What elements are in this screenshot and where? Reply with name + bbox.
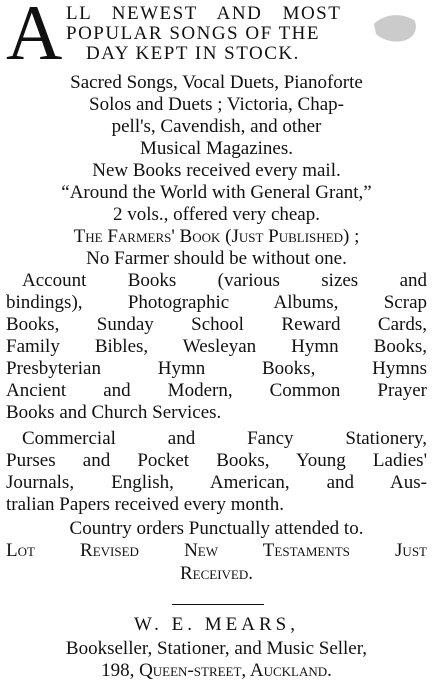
header-line-3: DAY KEPT IN STOCK. <box>86 43 300 64</box>
body-line-13: Family Bibles, Wesleyan Hymn Books, <box>6 336 427 357</box>
header-line-2: POPULAR SONGS OF THE <box>66 23 321 44</box>
body-line-14: Presbyterian Hymn Books, Hymns <box>6 358 427 379</box>
body-line-1: Sacred Songs, Vocal Duets, Pianoforte <box>70 72 363 93</box>
divider-rule <box>172 604 264 605</box>
body-line-16: Books and Church Services. <box>6 402 222 423</box>
body-line-3: pell's, Cavendish, and other <box>111 116 322 137</box>
body-line-15: Ancient and Modern, Common Prayer <box>6 380 427 401</box>
body-line-17: Commercial and Fancy Stationery, <box>22 428 427 449</box>
body-line-12: Books, Sunday School Reward Cards, <box>6 314 427 335</box>
body-line-21: Country orders Punctually attended to. <box>69 518 364 539</box>
body-line-5: New Books received every mail. <box>92 160 341 181</box>
drop-cap-letter: A <box>6 0 63 76</box>
body-line-10: Account Books (various sizes and <box>22 270 427 291</box>
ad-header <box>0 0 433 76</box>
body-line-18: Purses and Pocket Books, Young Ladies' <box>6 450 427 471</box>
body-line-9: No Farmer should be without one. <box>86 248 347 269</box>
footer-occupation: Bookseller, Stationer, and Music Seller, <box>65 638 368 659</box>
body-line-4: Musical Magazines. <box>139 138 293 159</box>
body-line-19: Journals, English, American, and Aus- <box>6 472 427 493</box>
footer-address: 198, Queen-street, Auckland. <box>101 660 332 681</box>
body-line-23: Received. <box>179 563 254 584</box>
body-line-20: tralian Papers received every month. <box>6 494 285 515</box>
ink-smudge <box>370 10 420 46</box>
body-line-22: Lot Revised New Testaments Just <box>6 540 427 561</box>
body-line-2: Solos and Duets ; Victoria, Chap- <box>89 94 344 115</box>
body-line-7: 2 vols., offered very cheap. <box>113 204 320 225</box>
body-line-6: “Around the World with General Grant,” <box>61 182 372 203</box>
body-line-8: The Farmers' Book (Just Published) ; <box>73 226 360 247</box>
footer-name: W. E. MEARS, <box>133 614 299 635</box>
header-line-1: LL NEWEST AND MOST <box>66 3 342 24</box>
body-line-11: bindings), Photographic Albums, Scrap <box>6 292 427 313</box>
